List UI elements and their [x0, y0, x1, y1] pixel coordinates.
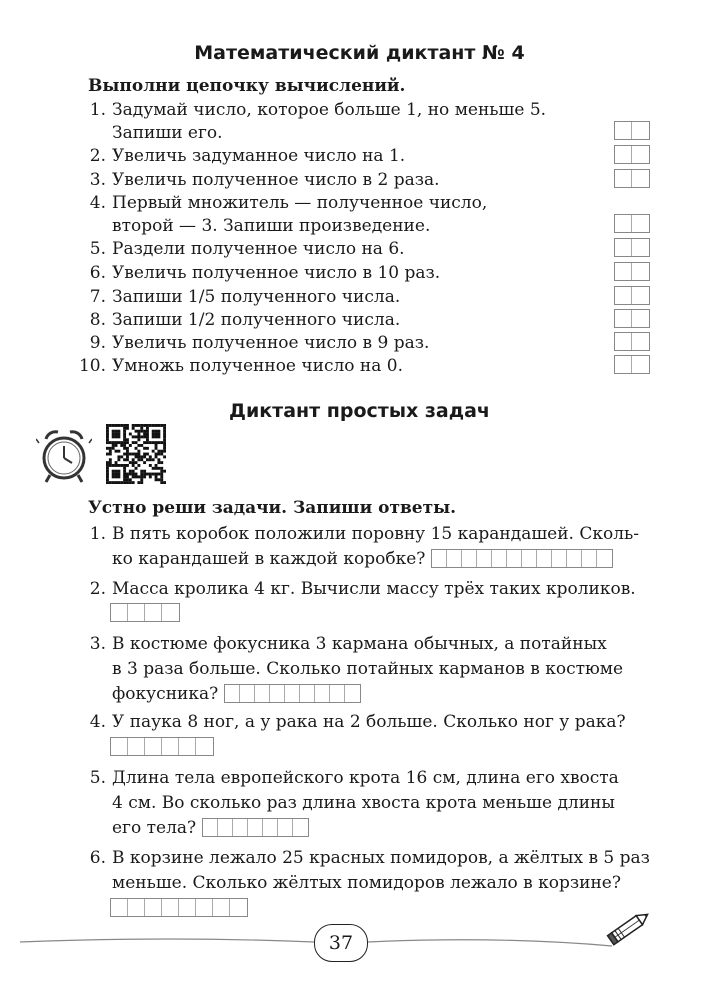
item-number: 4. — [89, 712, 106, 732]
item-number: 6. — [89, 263, 106, 283]
item-number: 6. — [89, 848, 106, 868]
qr-code-icon[interactable] — [106, 424, 166, 484]
item-text: меньше. Сколько жёлтых помидоров лежало в корзине? — [112, 873, 621, 893]
page-number: 37 — [314, 924, 368, 962]
item-text: Увеличь полученное число в 9 раз. — [112, 333, 430, 353]
item-number: 8. — [89, 310, 106, 330]
item-text: Первый множитель — полученное число, — [112, 193, 488, 213]
answer-box[interactable] — [614, 214, 650, 233]
item-number: 10. — [78, 356, 106, 376]
item-text: 4 см. Во сколько раз длина хвоста крота меньше длины — [112, 793, 615, 813]
answer-box[interactable] — [614, 121, 650, 140]
item-number: 9. — [89, 333, 106, 353]
item-text: Увеличь полученное число в 10 раз. — [112, 263, 441, 283]
answer-box[interactable] — [614, 262, 650, 281]
pencil-icon — [604, 908, 654, 948]
item-text: Увеличь задуманное число на 1. — [112, 146, 406, 166]
item-text: Раздели полученное число на 6. — [112, 239, 405, 259]
item-number: 4. — [89, 193, 106, 213]
section2-title: Диктант простых задач — [229, 400, 490, 422]
answer-box[interactable] — [110, 603, 180, 622]
section1-instruction: Выполни цепочку вычислений. — [88, 76, 406, 96]
item-text: Запиши 1/5 полученного числа. — [112, 287, 401, 307]
answer-box[interactable] — [614, 238, 650, 257]
answer-box[interactable] — [431, 549, 613, 568]
item-number: 7. — [89, 287, 106, 307]
item-number: 3. — [89, 634, 106, 654]
answer-box[interactable] — [224, 684, 361, 703]
answer-box[interactable] — [614, 145, 650, 164]
item-text: его тела? — [112, 818, 197, 838]
item-text: Масса кролика 4 кг. Вычисли массу трёх таких кроликов. — [112, 579, 636, 599]
item-text: фокусника? — [112, 684, 219, 704]
item-text: Увеличь полученное число в 2 раза. — [112, 170, 440, 190]
item-text: В пять коробок положили поровну 15 карандашей. Сколь- — [112, 524, 639, 544]
answer-box[interactable] — [110, 737, 214, 756]
item-number: 5. — [89, 768, 106, 788]
answer-box[interactable] — [614, 355, 650, 374]
answer-box[interactable] — [614, 332, 650, 351]
item-number: 1. — [89, 524, 106, 544]
item-number: 5. — [89, 239, 106, 259]
item-text: второй — 3. Запиши произведение. — [112, 216, 431, 236]
item-text: Запиши 1/2 полученного числа. — [112, 310, 401, 330]
section2-instruction: Устно реши задачи. Запиши ответы. — [88, 498, 457, 518]
item-text: ко карандашей в каждой коробке? — [112, 549, 426, 569]
item-text: в 3 раза больше. Сколько потайных карманов в костюме — [112, 659, 624, 679]
item-text: В костюме фокусника 3 кармана обычных, а потайных — [112, 634, 607, 654]
answer-box[interactable] — [614, 169, 650, 188]
alarm-clock-icon — [36, 425, 92, 485]
item-number: 3. — [89, 170, 106, 190]
item-text: Запиши его. — [112, 123, 223, 143]
item-text: Длина тела европейского крота 16 см, длина его хвоста — [112, 768, 619, 788]
answer-box[interactable] — [614, 286, 650, 305]
item-text: Задумай число, которое больше 1, но меньше 5. — [112, 100, 547, 120]
answer-box[interactable] — [202, 818, 309, 837]
item-number: 2. — [89, 146, 106, 166]
item-number: 1. — [89, 100, 106, 120]
item-number: 2. — [89, 579, 106, 599]
item-text: Умножь полученное число на 0. — [112, 356, 404, 376]
item-text: В корзине лежало 25 красных помидоров, а жёлтых в 5 раз — [112, 848, 650, 868]
item-text: У паука 8 ног, а у рака на 2 больше. Сколько ног у рака? — [112, 712, 626, 732]
answer-box[interactable] — [110, 898, 248, 917]
answer-box[interactable] — [614, 309, 650, 328]
section1-title: Математический диктант № 4 — [194, 42, 525, 64]
